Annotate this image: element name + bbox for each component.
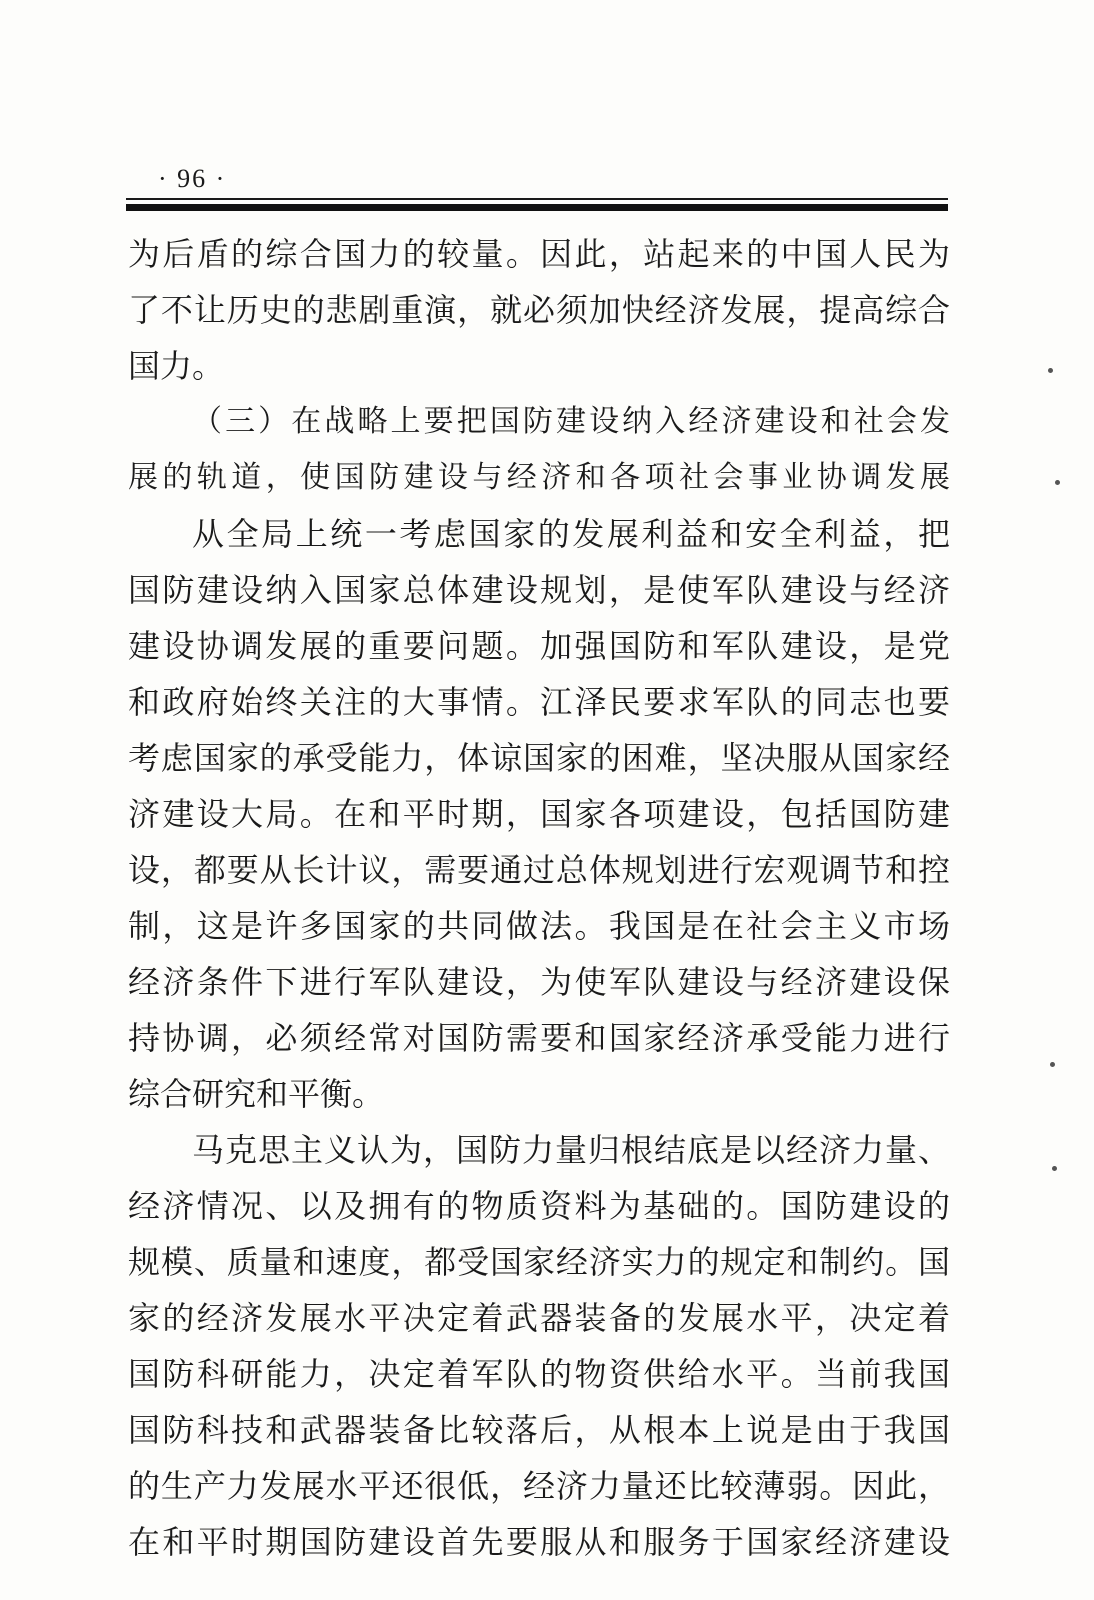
text-line: 考虑国家的承受能力，体谅国家的困难，坚决服从国家经	[128, 739, 950, 777]
text-line: 建设协调发展的重要问题。加强国防和军队建设，是党	[128, 627, 950, 665]
scan-speck	[1050, 1062, 1055, 1067]
text-line: 济建设大局。在和平时期，国家各项建设，包括国防建	[128, 795, 950, 833]
text-line: 经济条件下进行军队建设，为使军队建设与经济建设保	[128, 963, 950, 1001]
heading-line: （三）在战略上要把国防建设纳入经济建设和社会发	[192, 404, 950, 439]
scan-speck	[1055, 480, 1060, 485]
scan-speck	[1048, 368, 1053, 373]
text-line: 国力。	[128, 347, 225, 385]
text-line: 规模、质量和速度，都受国家经济实力的规定和制约。国	[128, 1243, 950, 1281]
header-rule-thin	[126, 198, 948, 200]
paragraph-3	[128, 1122, 950, 1570]
text-line: 持协调，必须经常对国防需要和国家经济承受能力进行	[128, 1019, 950, 1057]
text-line: 从全局上统一考虑国家的发展利益和安全利益，把	[192, 515, 950, 553]
text-line: 和政府始终关注的大事情。江泽民要求军队的同志也要	[128, 683, 950, 721]
text-line: 家的经济发展水平决定着武器装备的发展水平，决定着	[128, 1299, 950, 1337]
text-line: 设，都要从长计议，需要通过总体规划进行宏观调节和控	[128, 851, 950, 889]
text-line: 马克思主义认为，国防力量归根结底是以经济力量、	[192, 1131, 950, 1169]
text-line: 了不让历史的悲剧重演，就必须加快经济发展，提高综合	[128, 291, 950, 329]
paragraph-2	[128, 506, 950, 1122]
text-line: 为后盾的综合国力的较量。因此，站起来的中国人民为	[128, 235, 950, 273]
text-line: 国防科研能力，决定着军队的物资供给水平。当前我国	[128, 1355, 950, 1393]
text-line: 国防科技和武器装备比较落后，从根本上说是由于我国	[128, 1411, 950, 1449]
text-line: 在和平时期国防建设首先要服从和服务于国家经济建设	[128, 1523, 950, 1561]
section-heading	[128, 394, 950, 506]
heading-line: 展的轨道，使国防建设与经济和各项社会事业协调发展	[128, 460, 950, 495]
scan-speck	[1052, 1166, 1057, 1171]
page-number: · 96 ·	[158, 164, 227, 193]
text-line: 经济情况、以及拥有的物质资料为基础的。国防建设的	[128, 1187, 950, 1225]
text-line: 的生产力发展水平还很低，经济力量还比较薄弱。因此，	[128, 1467, 950, 1505]
text-line: 综合研究和平衡。	[128, 1075, 385, 1113]
header-rule-thick	[126, 204, 948, 211]
text-line: 国防建设纳入国家总体建设规划，是使军队建设与经济	[128, 571, 950, 609]
body-text	[128, 226, 950, 1570]
paragraph-1	[128, 226, 950, 394]
text-line: 制，这是许多国家的共同做法。我国是在社会主义市场	[128, 907, 950, 945]
